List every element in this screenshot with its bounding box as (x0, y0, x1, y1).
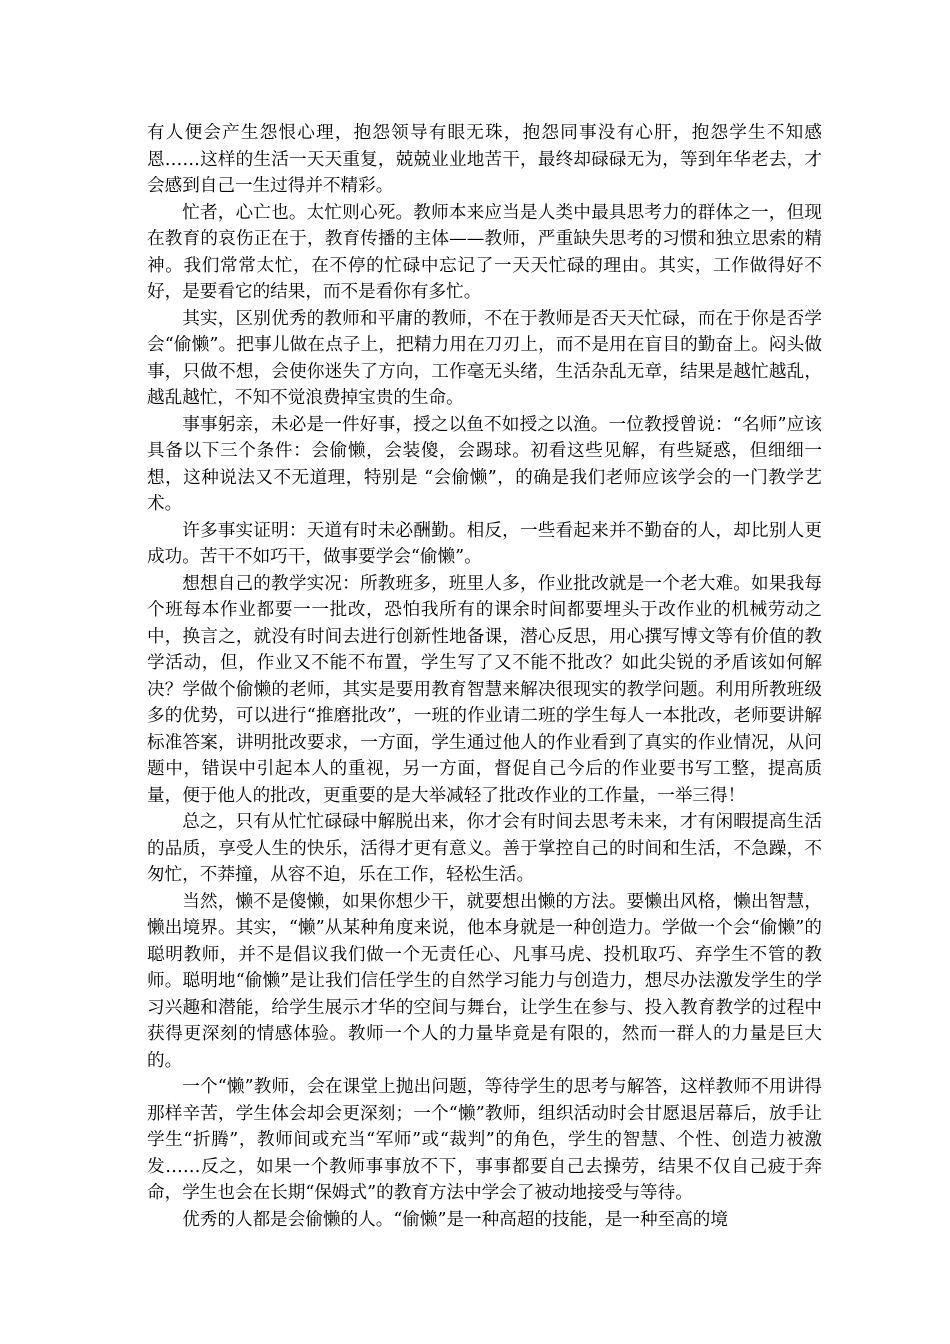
paragraph-3: 其实，区别优秀的教师和平庸的教师，不在于教师是否天天忙碌，而在于你是否学会“偷懒”。把事儿做在点子上，把精力用在刀刃上，而不是用在盲目的勤奋上。闷头做事，只做不想，会使你迷失了方向，工作毫无头绪，生活杂乱无章，结果是越忙越乱，越乱越忙，不知不觉浪费掉宝贵的生命。 (147, 308, 822, 408)
paragraph-8: 当然，懒不是傻懒，如果你想少干，就要想出懒的方法。要懒出风格，懒出智慧，懒出境界。其实，“懒”从某种角度来说，他本身就是一种创造力。学做一个会“偷懒”的聪明教师，并不是倡议我们做一个无责任心、凡事马虎、投机取巧、弃学生不管的教师。聪明地“偷懒”是让我们信任学生的自然学习能力与创造力，想尽办法激发学生的学习兴趣和潜能，给学生展示才华的空间与舞台，让学生在参与、投入教育教学的过程中获得更深刻的情感体验。教师一个人的力量毕竟是有限的，然而一群人的力量是巨大的。 (147, 891, 822, 1071)
paragraph-9: 一个“懒”教师，会在课堂上抛出问题，等待学生的思考与解答，这样教师不用讲得那样辛苦，学生体会却会更深刻；一个“懒”教师，组织活动时会甘愿退居幕后，放手让学生“折腾”，教师间或充当“军师”或“裁判”的角色，学生的智慧、个性、创造力被激发……反之，如果一个教师事事放不下，事事都要自己去操劳，结果不仅自己疲于奔命，学生也会在长期“保姆式”的教育方法中学会了被动地接受与等待。 (147, 1077, 822, 1203)
paragraph-4: 事事躬亲，未必是一件好事，授之以鱼不如授之以渔。一位教授曾说：“名师”应该具备以下三个条件：会偷懒，会装傻，会踢球。初看这些见解，有些疑惑，但细细一想，这种说法又不无道理，特别是 “会偷懒”，的确是我们老师应该学会的一门教学艺术。 (147, 414, 822, 514)
document-body (147, 120, 822, 1233)
paragraph-10: 优秀的人都是会偷懒的人。“偷懒”是一种高超的技能，是一种至高的境 (182, 1209, 728, 1230)
paragraph-7: 总之，只有从忙忙碌碌中解脱出来，你才会有时间去思考未来，才有闲暇提高生活的品质，享受人生的快乐，活得才更有意义。善于掌控自己的时间和生活，不急躁，不匆忙，不莽撞，从容不迫，乐在工作，轻松生活。 (147, 812, 822, 885)
paragraph-1: 有人便会产生怨恨心理，抱怨领导有眼无珠，抱怨同事没有心肝，抱怨学生不知感恩……这样的生活一天天重复，兢兢业业地苦干，最终却碌碌无为，等到年华老去，才会感到自己一生过得并不精彩。 (147, 123, 822, 196)
paragraph-6: 想想自己的教学实况：所教班多，班里人多，作业批改就是一个老大难。如果我每个班每本作业都要一一批改，恐怕我所有的课余时间都要埋头于改作业的机械劳动之中，换言之，就没有时间去进行创新性地备课，潜心反思，用心撰写博文等有价值的教学活动，但，作业又不能不布置，学生写了又不能不批改？如此尖锐的矛盾该如何解决？学做个偷懒的老师，其实是要用教育智慧来解决很现实的教学问题。利用所教班级多的优势，可以进行“推磨批改”，一班的作业请二班的学生每人一本批改，老师要讲解标准答案，讲明批改要求，一方面，学生通过他人的作业看到了真实的作业情况，从问题中，错误中引起本人的重视，另一方面，督促自己今后的作业要书写工整，提高质量，便于他人的批改，更重要的是大举减轻了批改作业的工作量，一举三得！ (147, 573, 822, 806)
paragraph-2: 忙者，心亡也。太忙则心死。教师本来应当是人类中最具思考力的群体之一，但现在教育的哀伤正在于，教育传播的主体——教师，严重缺失思考的习惯和独立思索的精神。我们常常太忙，在不停的忙碌中忘记了一天天忙碌的理由。其实，工作做得好不好，是要看它的结果，而不是看你有多忙。 (147, 202, 822, 302)
paragraph-5: 许多事实证明：天道有时未必酬勤。相反，一些看起来并不勤奋的人，却比别人更成功。苦干不如巧干，做事要学会“偷懒”。 (147, 520, 822, 567)
